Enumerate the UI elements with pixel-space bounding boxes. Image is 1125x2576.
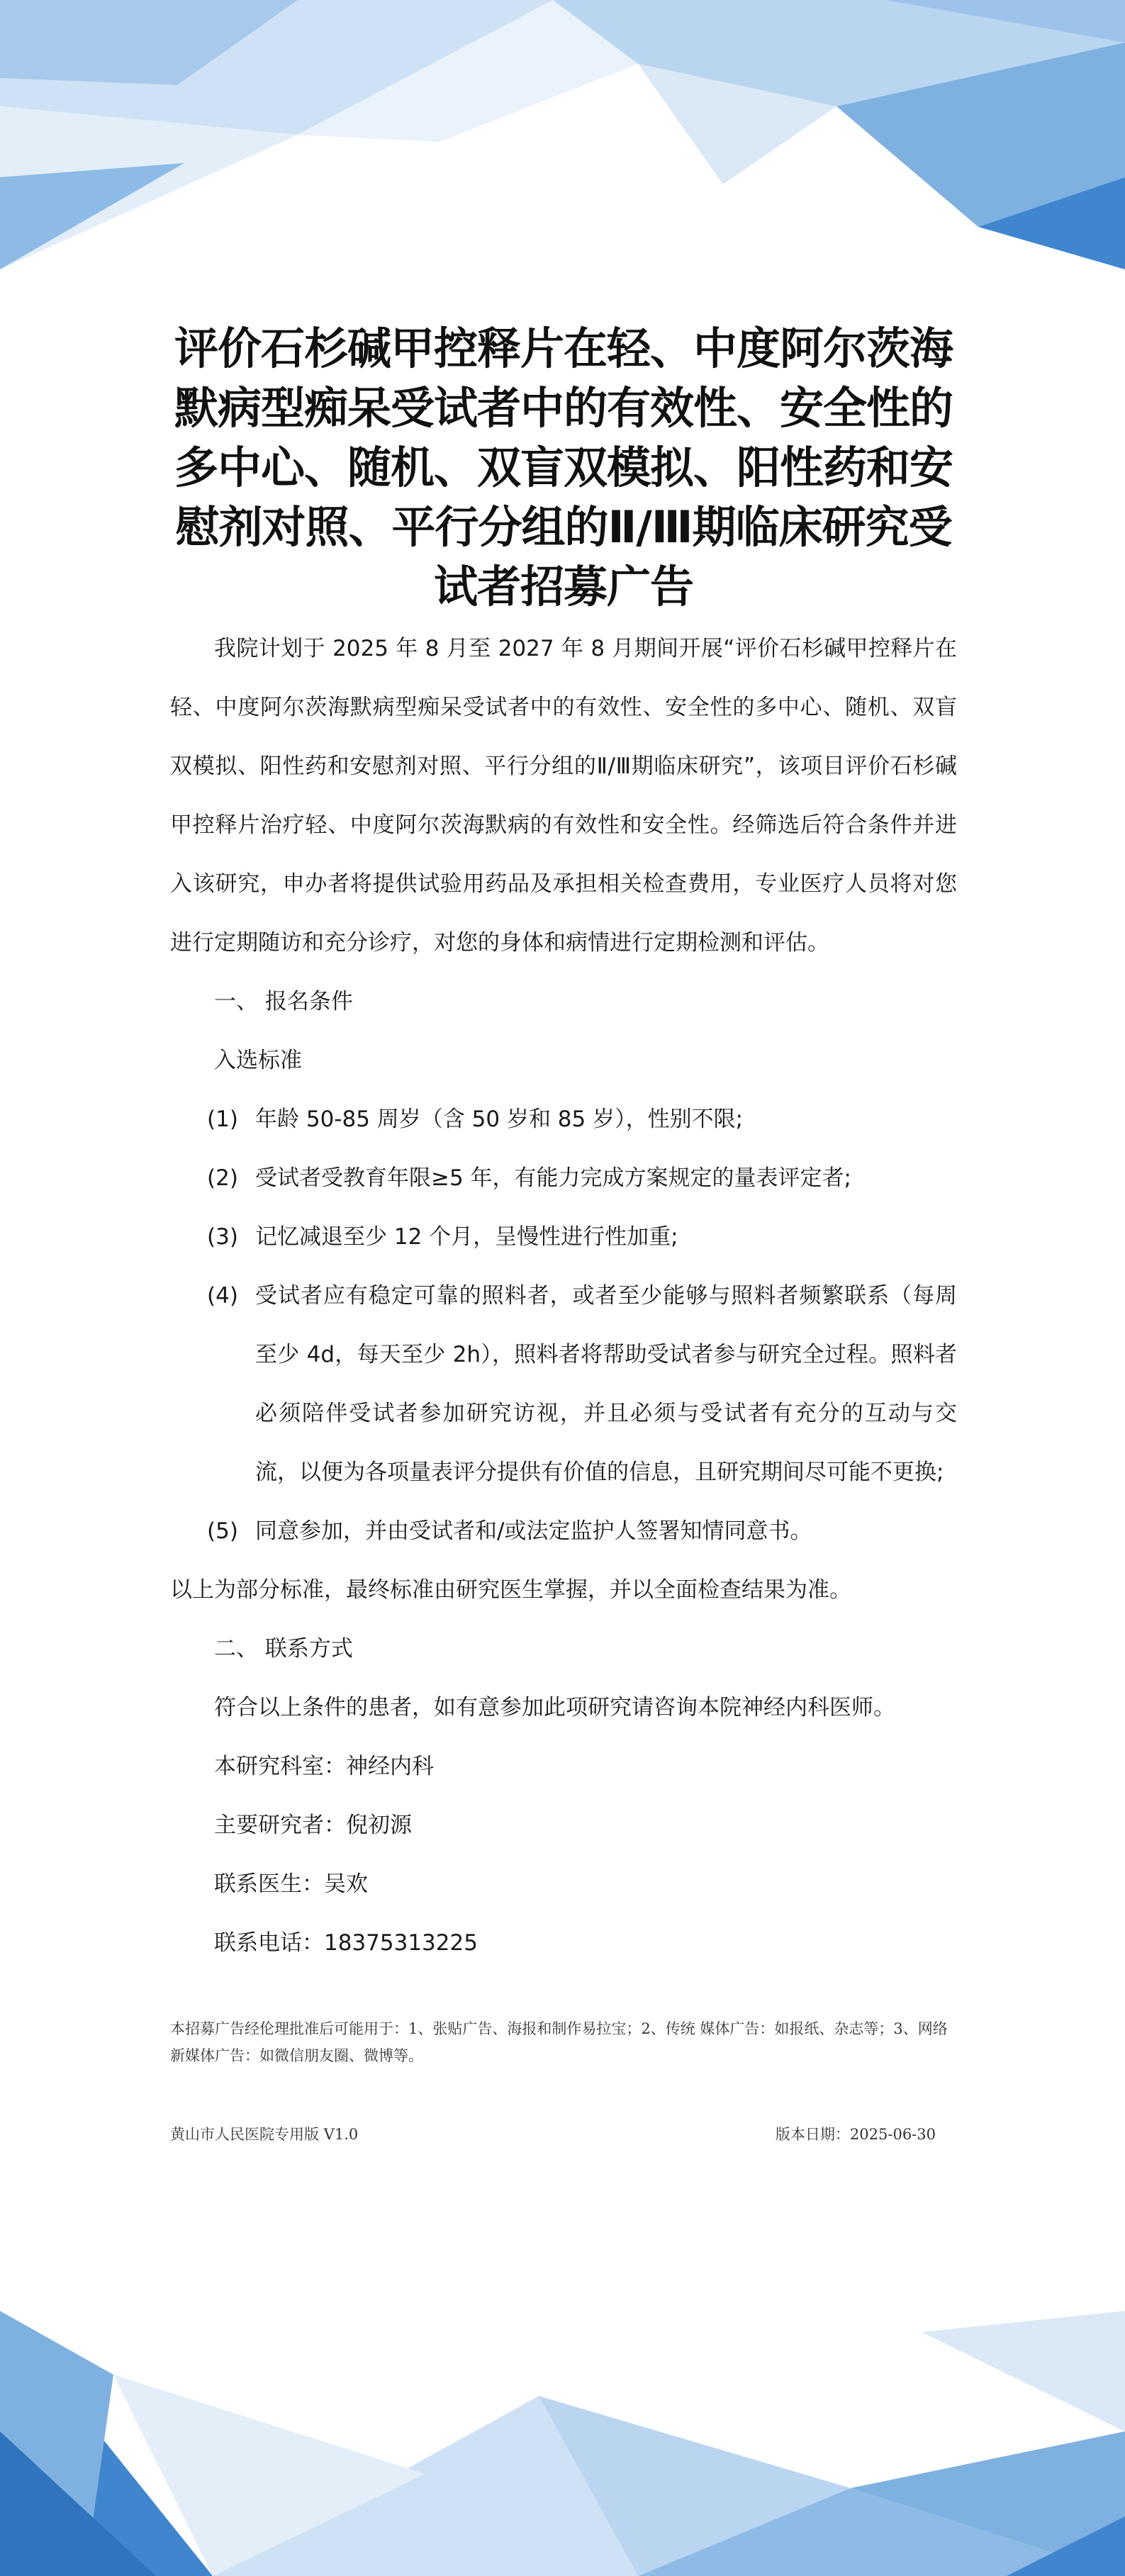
- inclusion-criteria-heading: 入选标准: [214, 1048, 302, 1073]
- usage-note: 本招募广告经伦理批准后可能用于：1、张贴广告、海报和制作易拉宝；2、传统 媒体广告：如报纸、杂志等；3、网络新媒体广告：如微信朋友圈、微博等。: [170, 2020, 948, 2064]
- criteria-item: [170, 1090, 957, 1149]
- bottom-decoration: [0, 2290, 1125, 2576]
- criteria-item: [170, 1149, 957, 1208]
- criteria-text: 记忆减退至少 12 个月，呈慢性进行性加重;: [255, 1224, 678, 1250]
- top-decoration: [0, 0, 1125, 269]
- intro-paragraph: 我院计划于 2025 年 8 月至 2027 年 8 月期间开展“评价石杉碱甲控释片在轻、中度阿尔茨海默病型痴呆受试者中的有效性、安全性的多中心、随机、双盲双模拟、阳性药和安慰剂对照、平行分组的Ⅱ/Ⅲ期临床研究”，该项目评价石杉碱甲控释片治疗轻、中度阿尔茨海默病的有效性和安全性。经筛选后符合条件并进入该研究，申办者将提供试验用药品及承担相关检查费用，专业医疗人员将对您进行定期随访和充分诊疗，对您的身体和病情进行定期检测和评估。: [170, 636, 957, 956]
- criteria-number: (1): [207, 1107, 238, 1132]
- criteria-number: (2): [207, 1165, 238, 1191]
- contact-line: 符合以上条件的患者，如有意参加此项研究请咨询本院神经内科医师。: [214, 1695, 895, 1720]
- contact-investigator: 主要研究者：倪初源: [214, 1813, 412, 1838]
- notice-title: 评价石杉碱甲控释片在轻、中度阿尔茨海默病型痴呆受试者中的有效性、安全性的多中心、随机、双盲双模拟、阳性药和安慰剂对照、平行分组的Ⅱ/Ⅲ期临床研究受试者招募广告: [174, 323, 953, 612]
- contact-department: 本研究科室：神经内科: [214, 1754, 434, 1779]
- contact-phone: 联系电话：18375313225: [214, 1930, 478, 1956]
- recruitment-notice: [170, 319, 957, 2144]
- criteria-number: (4): [207, 1283, 238, 1309]
- criteria-text: 受试者应有稳定可靠的照料者，或者至少能够与照料者频繁联系（每周至少 4d，每天至少 2h），照料者将帮助受试者参与研究全过程。照料者必须陪伴受试者参加研究访视，并且必须与受试者有充分的互动与交流，以便为各项量表评分提供有价值的信息，且研究期间尽可能不更换;: [255, 1283, 957, 1485]
- criteria-text: 同意参加，并由受试者和/或法定监护人签署知情同意书。: [255, 1518, 812, 1544]
- contact-doctor: 联系医生：吴欢: [214, 1871, 368, 1897]
- footer-version: 黄山市人民医院专用版 V1.0: [170, 2126, 359, 2143]
- footer: [170, 2123, 957, 2144]
- criteria-number: (3): [207, 1224, 238, 1250]
- footer-date: 版本日期：2025-06-30: [775, 2126, 936, 2143]
- criteria-item: [170, 1502, 957, 1561]
- criteria-number: (5): [207, 1518, 238, 1544]
- criteria-text: 受试者受教育年限≥5 年，有能力完成方案规定的量表评定者;: [255, 1165, 851, 1191]
- criteria-item: [170, 1267, 957, 1502]
- criteria-item: [170, 1208, 957, 1267]
- criteria-text: 年龄 50-85 周岁（含 50 岁和 85 岁），性别不限;: [255, 1107, 744, 1132]
- criteria-footnote: 以上为部分标准，最终标准由研究医生掌握，并以全面检查结果为准。: [170, 1577, 851, 1603]
- section1-heading: 一、 报名条件: [214, 989, 353, 1014]
- section2-heading: 二、 联系方式: [214, 1636, 353, 1662]
